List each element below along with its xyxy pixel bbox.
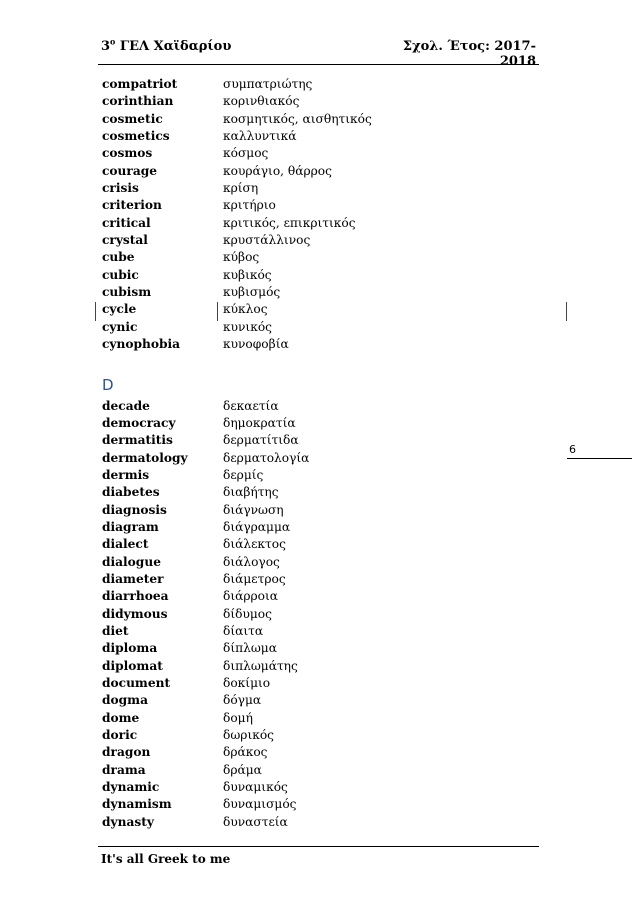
greek-translation: δυναμικός [223, 780, 288, 795]
glossary-entry [102, 398, 279, 415]
english-term: dialogue [102, 554, 161, 569]
english-term: cynophobia [102, 337, 181, 352]
section-gap [102, 354, 114, 372]
glossary-entry [102, 796, 297, 813]
footer-rule [98, 846, 539, 847]
english-term: cubic [102, 267, 139, 282]
english-term: dynamic [102, 780, 160, 795]
english-term: diameter [102, 571, 164, 586]
greek-translation: διάλογος [223, 554, 280, 569]
glossary-entry [102, 640, 277, 657]
english-term: drama [102, 762, 146, 777]
glossary-entry [102, 267, 272, 284]
glossary-entry [102, 727, 274, 744]
greek-translation: δεκαετία [223, 398, 279, 413]
greek-translation: διάγραμμα [223, 519, 291, 534]
glossary-entry [102, 623, 264, 640]
glossary-entry [102, 484, 279, 501]
greek-translation: συμπατριώτης [223, 77, 313, 91]
glossary-entry [102, 467, 264, 484]
greek-translation: κρίση [223, 181, 259, 196]
glossary-entry [102, 336, 289, 353]
header-school-number: 3 [101, 39, 111, 54]
english-term: crystal [102, 233, 148, 248]
glossary-entry [102, 762, 262, 779]
glossary-entry [102, 588, 279, 605]
english-term: decade [102, 398, 150, 413]
glossary-entry [102, 710, 253, 727]
greek-translation: δράμα [223, 762, 262, 777]
english-term: crisis [102, 181, 139, 196]
glossary-entry [102, 145, 269, 162]
english-term: document [102, 676, 171, 690]
english-term: dynasty [102, 814, 154, 829]
change-bar-right [566, 302, 567, 321]
glossary-entry [102, 779, 288, 796]
english-term: diagnosis [102, 502, 167, 517]
greek-translation: δερματίτιδα [223, 433, 299, 448]
glossary-entry [102, 215, 356, 232]
greek-translation: δημοκρατία [223, 415, 296, 430]
glossary-entry [102, 128, 297, 145]
section-d-entries [102, 398, 310, 832]
glossary-entry [102, 76, 313, 93]
greek-translation: κριτικός, επικριτικός [223, 215, 356, 230]
greek-translation: κορινθιακός [223, 94, 300, 109]
glossary-entry [102, 502, 284, 519]
glossary-entry [102, 554, 280, 571]
english-term: compatriot [102, 77, 178, 91]
greek-translation: διάμετρος [223, 571, 286, 586]
english-term: cubism [102, 285, 152, 300]
glossary-entry [102, 93, 300, 110]
english-term: dome [102, 710, 140, 725]
glossary-entry [102, 675, 271, 692]
greek-translation: δίπλωμα [223, 641, 277, 656]
header-school-name: ΓΕΛ Χαϊδαρίου [119, 39, 232, 54]
greek-translation: δωρικός [223, 728, 274, 743]
glossary-entry [102, 519, 291, 536]
glossary-entry [102, 232, 311, 249]
greek-translation: δράκος [223, 745, 268, 760]
glossary-entry [102, 197, 276, 214]
english-term: democracy [102, 415, 176, 430]
section-d-heading: D [102, 375, 114, 394]
english-term: cosmetics [102, 129, 170, 144]
english-term: dialect [102, 537, 149, 552]
greek-translation: δερμίς [223, 467, 264, 482]
english-term: cynic [102, 319, 138, 334]
glossary-entry [102, 180, 259, 197]
greek-translation: κυνοφοβία [223, 337, 289, 352]
glossary-entry [102, 692, 262, 709]
english-term: diarrhoea [102, 589, 169, 604]
header-school-ordinal: ο [110, 36, 116, 47]
english-term: dermatitis [102, 433, 173, 448]
glossary-entry [102, 163, 332, 180]
header-rule [98, 64, 539, 65]
glossary-entry [102, 415, 296, 432]
glossary-entry [102, 744, 268, 761]
english-term: dragon [102, 745, 151, 760]
greek-translation: δερματολογία [223, 450, 310, 465]
glossary-entry [102, 284, 281, 301]
glossary-entry [102, 814, 288, 831]
greek-translation: διάρροια [223, 589, 279, 604]
greek-translation: κριτήριο [223, 198, 276, 213]
greek-translation: καλλυντικά [223, 129, 297, 144]
greek-translation: δοκίμιο [223, 676, 271, 690]
page-number: 6 [569, 443, 576, 456]
english-term: dermatology [102, 450, 188, 465]
english-term: diploma [102, 641, 158, 656]
english-term: cube [102, 250, 135, 265]
glossary-entry [102, 432, 299, 449]
glossary-entry [102, 536, 286, 553]
english-term: doric [102, 728, 138, 743]
greek-translation: κόσμος [223, 146, 269, 161]
english-term: cosmetic [102, 111, 163, 126]
english-term: corinthian [102, 94, 174, 109]
english-term: critical [102, 215, 151, 230]
english-term: diagram [102, 519, 159, 534]
english-term: cosmos [102, 146, 153, 161]
english-term: dynamism [102, 797, 172, 812]
section-c-entries [102, 76, 372, 354]
glossary-entry [102, 249, 260, 266]
footer-text: It's all Greek to me [101, 852, 231, 866]
english-term: dogma [102, 693, 148, 708]
english-term: dermis [102, 467, 150, 482]
header-school-year: Σχολ. Έτος: 2017-2018 [402, 39, 536, 69]
greek-translation: κυβικός [223, 267, 272, 282]
english-term: cycle [102, 302, 137, 317]
glossary-entry [102, 658, 298, 675]
english-term: diplomat [102, 658, 163, 673]
glossary-list [102, 76, 372, 831]
greek-translation: δυναστεία [223, 814, 288, 829]
greek-translation: κρυστάλλινος [223, 233, 311, 248]
greek-translation: δίαιτα [223, 623, 264, 638]
english-term: criterion [102, 198, 162, 213]
greek-translation: κοσμητικός, αισθητικός [223, 111, 372, 126]
glossary-entry [102, 450, 310, 467]
glossary-entry [102, 319, 272, 336]
greek-translation: δομή [223, 710, 253, 725]
greek-translation: κύκλος [223, 302, 268, 317]
greek-translation: κυνικός [223, 319, 272, 334]
page-number-rule [567, 458, 632, 459]
greek-translation: διάλεκτος [223, 537, 286, 552]
glossary-entry [102, 111, 372, 128]
glossary-entry [102, 571, 286, 588]
glossary-entry [102, 606, 272, 623]
english-term: courage [102, 163, 158, 178]
english-term: diabetes [102, 485, 160, 500]
change-bar-middle [217, 302, 218, 321]
greek-translation: δόγμα [223, 693, 262, 708]
english-term: didymous [102, 606, 168, 621]
change-bar-left [95, 302, 96, 321]
greek-translation: κύβος [223, 250, 260, 265]
english-term: diet [102, 623, 129, 638]
greek-translation: κυβισμός [223, 285, 281, 300]
greek-translation: δυναμισμός [223, 797, 297, 812]
greek-translation: διαβήτης [223, 485, 279, 500]
greek-translation: διάγνωση [223, 502, 284, 517]
glossary-entry [102, 301, 268, 318]
greek-translation: κουράγιο, θάρρος [223, 163, 332, 178]
greek-translation: δίδυμος [223, 606, 272, 621]
greek-translation: διπλωμάτης [223, 658, 298, 673]
header-school [101, 36, 232, 54]
